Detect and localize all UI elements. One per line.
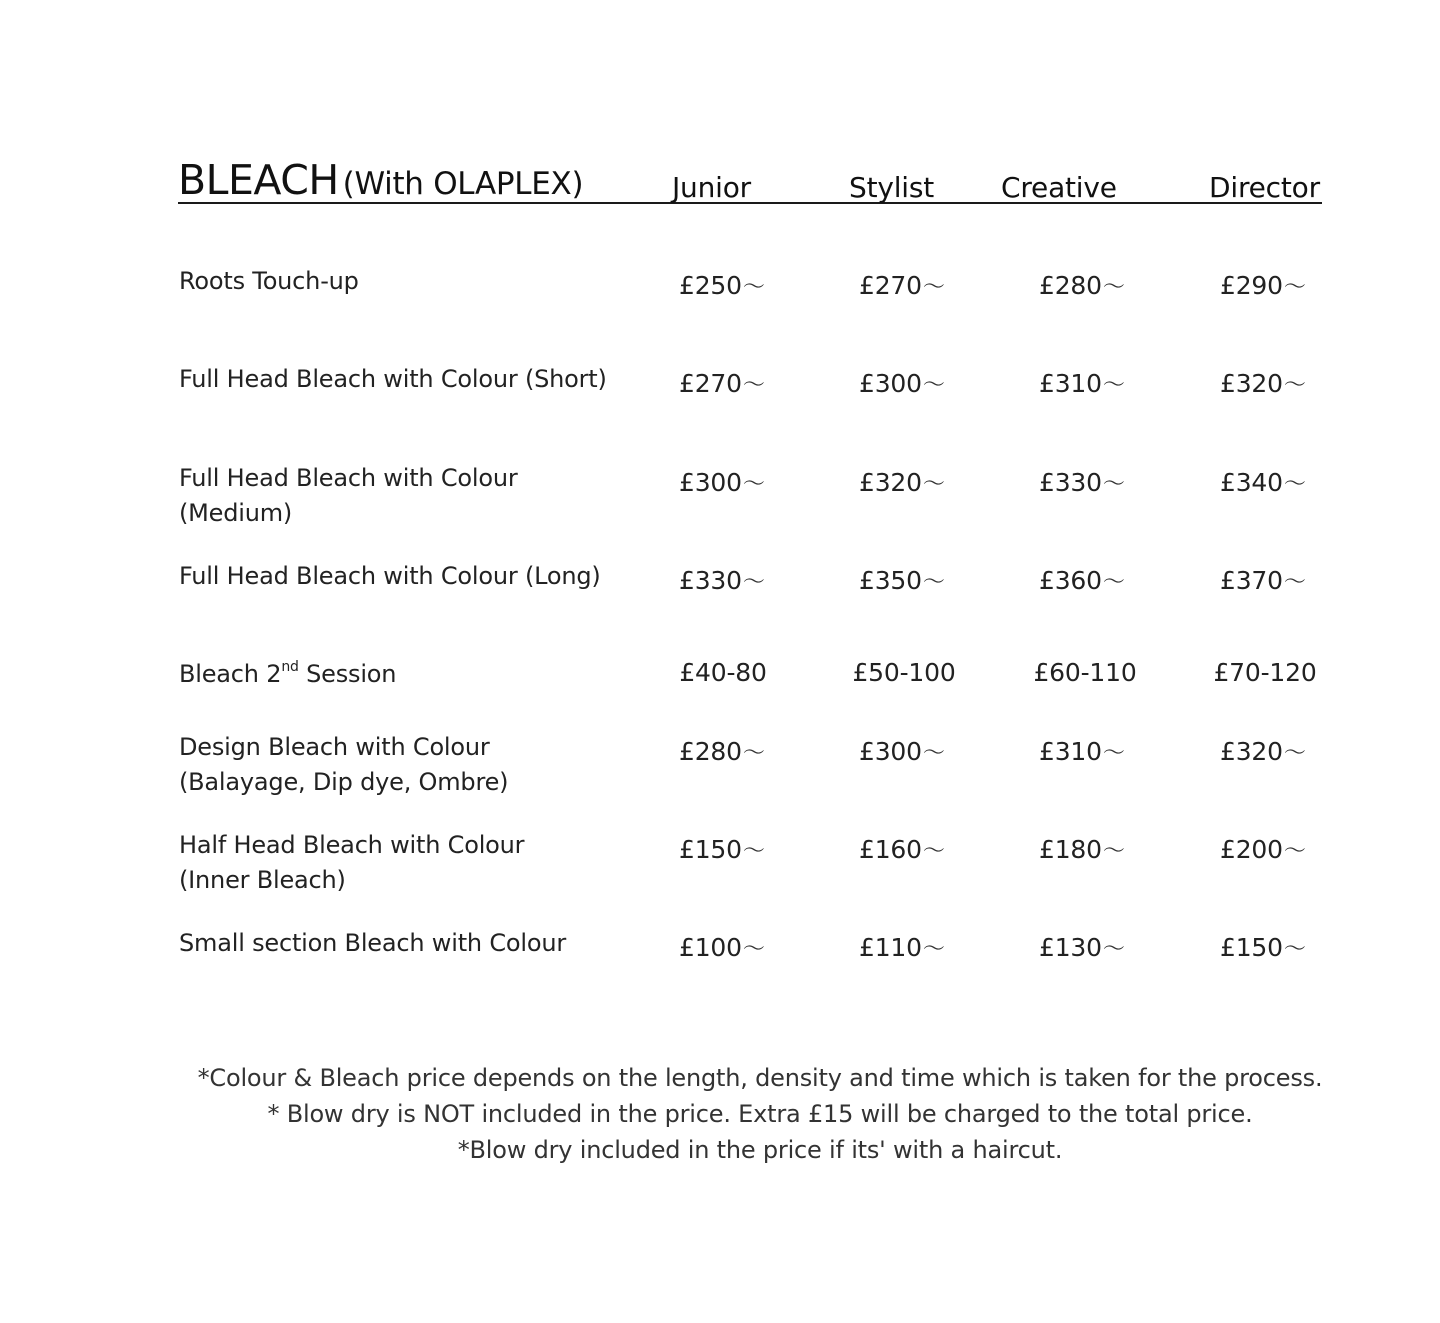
price-stylist: £160〜 bbox=[859, 835, 945, 864]
column-header-junior: Junior bbox=[672, 171, 751, 204]
table-header bbox=[178, 156, 1322, 204]
price-stylist: £300〜 bbox=[859, 369, 945, 398]
price-junior: £280〜 bbox=[679, 737, 765, 766]
service-name-line1: Design Bleach with Colour bbox=[179, 733, 490, 761]
service-name: Full Head Bleach with Colour (Long) bbox=[179, 562, 601, 590]
price-director: £200〜 bbox=[1220, 835, 1306, 864]
price-stylist: £320〜 bbox=[859, 468, 945, 497]
title-sub: (With OLAPLEX) bbox=[342, 166, 584, 202]
price-junior: £40-80 bbox=[679, 658, 767, 687]
price-creative: £360〜 bbox=[1039, 566, 1125, 595]
price-junior: £100〜 bbox=[679, 933, 765, 962]
price-director: £370〜 bbox=[1220, 566, 1306, 595]
service-name bbox=[179, 828, 649, 898]
price-junior: £150〜 bbox=[679, 835, 765, 864]
price-stylist: £300〜 bbox=[859, 737, 945, 766]
service-name: Full Head Bleach with Colour (Short) bbox=[179, 365, 607, 393]
price-director: £290〜 bbox=[1220, 271, 1306, 300]
column-header-director: Director bbox=[1209, 171, 1320, 204]
footnote-2: * Blow dry is NOT included in the price. Extra £15 will be charged to the total price. bbox=[267, 1100, 1253, 1128]
column-header-stylist: Stylist bbox=[849, 171, 935, 204]
price-creative: £330〜 bbox=[1039, 468, 1125, 497]
price-stylist: £50-100 bbox=[852, 658, 956, 687]
price-creative: £130〜 bbox=[1039, 933, 1125, 962]
price-junior: £270〜 bbox=[679, 369, 765, 398]
price-junior: £250〜 bbox=[679, 271, 765, 300]
price-director: £340〜 bbox=[1220, 468, 1306, 497]
service-name: Bleach 2nd Session bbox=[179, 659, 397, 688]
price-stylist: £110〜 bbox=[859, 933, 945, 962]
price-director: £320〜 bbox=[1220, 737, 1306, 766]
price-junior: £330〜 bbox=[679, 566, 765, 595]
title-main: BLEACH bbox=[178, 156, 339, 204]
price-creative: £280〜 bbox=[1039, 271, 1125, 300]
service-name bbox=[179, 730, 649, 800]
service-name-line1: Half Head Bleach with Colour bbox=[179, 831, 525, 859]
price-director: £150〜 bbox=[1220, 933, 1306, 962]
service-name-line2: (Balayage, Dip dye, Ombre) bbox=[179, 768, 509, 796]
price-director: £70-120 bbox=[1213, 658, 1317, 687]
price-junior: £300〜 bbox=[679, 468, 765, 497]
service-name-line2: (Inner Bleach) bbox=[179, 866, 346, 894]
page-title bbox=[178, 156, 583, 204]
footnote-1: *Colour & Bleach price depends on the length, density and time which is taken for the process. bbox=[197, 1064, 1323, 1092]
service-name-line2: (Medium) bbox=[179, 499, 293, 527]
service-name: Roots Touch-up bbox=[179, 267, 359, 295]
price-creative: £60-110 bbox=[1033, 658, 1137, 687]
price-creative: £310〜 bbox=[1039, 737, 1125, 766]
price-creative: £180〜 bbox=[1039, 835, 1125, 864]
price-stylist: £350〜 bbox=[859, 566, 945, 595]
footnote-3: *Blow dry included in the price if its' with a haircut. bbox=[457, 1136, 1063, 1164]
service-name-line1: Full Head Bleach with Colour bbox=[179, 464, 518, 492]
price-stylist: £270〜 bbox=[859, 271, 945, 300]
column-header-creative: Creative bbox=[1001, 171, 1117, 204]
service-name bbox=[179, 461, 649, 531]
service-name: Small section Bleach with Colour bbox=[179, 929, 567, 957]
price-director: £320〜 bbox=[1220, 369, 1306, 398]
price-creative: £310〜 bbox=[1039, 369, 1125, 398]
